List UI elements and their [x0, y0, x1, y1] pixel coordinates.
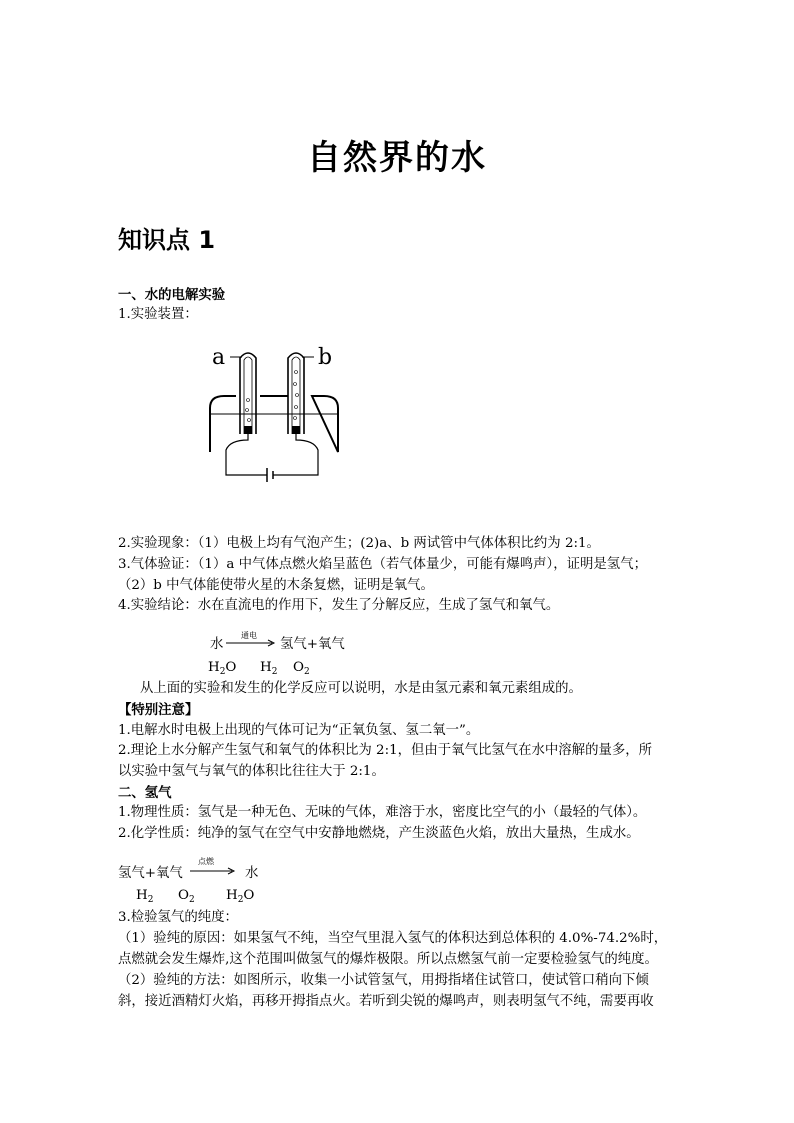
- diagram-label-a: a: [212, 345, 226, 370]
- notes-heading: 【特别注意】: [118, 702, 199, 718]
- purity-test-heading: 3.检验氢气的纯度：: [118, 910, 238, 925]
- note-1: 1.电解水时电极上出现的气体可记为“正氧负氢、氢二氧一”。: [118, 723, 480, 738]
- purity-reason-line-1: （1）验纯的原因：如果氢气不纯，当空气里混入氢气的体积达到总体积的 4.0%-74.2%时，: [118, 931, 668, 946]
- formula-oxygen: $O_2$: [293, 660, 310, 677]
- note-2-line-2: 以实验中氢气与氧气的体积比往往大于 2:1。: [118, 764, 385, 779]
- formula-oxygen: $O_2$: [178, 888, 195, 905]
- composition-summary: 从上面的实验和发生的化学反应可以说明，水是由氢元素和氧元素组成的。: [140, 681, 582, 696]
- section2-heading: 二、氢气: [118, 785, 172, 801]
- diagram-label-b: b: [318, 345, 333, 370]
- gas-verification-1: 3.气体验证：（1）a 中气体点燃火焰呈蓝色（若气体量少，可能有爆鸣声），证明是氢气；: [118, 557, 647, 572]
- page-title: 自然界的水: [307, 138, 487, 178]
- electrolysis-condition: 通电: [241, 631, 257, 640]
- hydrogen-chemical-properties: 2.化学性质：纯净的氢气在空气中安静地燃烧，产生淡蓝色火焰，放出大量热，生成水。: [118, 826, 640, 841]
- formula-water: $H_2O$: [208, 660, 237, 677]
- electrolysis-equation-reactant: 水: [210, 637, 224, 652]
- section1-heading: 一、水的电解实验: [118, 287, 226, 303]
- combustion-condition: 点燃: [198, 857, 214, 866]
- formula-hydrogen: $H_2$: [136, 888, 154, 905]
- purity-method-line-2: 斜，接近酒精灯火焰，再移开拇指点火。若听到尖锐的爆鸣声，则表明氢气不纯，需要再收: [118, 994, 654, 1009]
- experiment-phenomenon: 2.实验现象：（1）电极上均有气泡产生；(2)a、b 两试管中气体体积比约为 2:1。: [118, 536, 600, 551]
- purity-method-line-1: （2）验纯的方法：如图所示，收集一小试管氢气，用拇指堵住试管口，使试管口稍向下倾: [118, 973, 649, 988]
- combustion-equation-reactants: 氢气+氧气: [118, 866, 183, 881]
- purity-reason-line-2: 点燃就会发生爆炸,这个范围叫做氢气的爆炸极限。所以点燃氢气前一定要检验氢气的纯度。: [118, 952, 658, 967]
- gas-verification-2: （2）b 中气体能使带火星的木条复燃，证明是氧气。: [118, 578, 434, 593]
- reaction-arrow-icon: [226, 639, 276, 647]
- hydrogen-physical-properties: 1.物理性质：氢气是一种无色、无味的气体，难溶于水，密度比空气的小（最轻的气体）。: [118, 805, 647, 820]
- apparatus-label: 1.实验装置：: [118, 307, 198, 322]
- electrolysis-apparatus-diagram: [200, 340, 350, 490]
- experiment-conclusion: 4.实验结论：水在直流电的作用下，发生了分解反应，生成了氢气和氧气。: [118, 598, 560, 613]
- formula-water: $H_2O$: [226, 888, 255, 905]
- combustion-equation-product: 水: [245, 866, 259, 881]
- knowledge-point-heading: 知识点 1: [118, 226, 216, 254]
- reaction-arrow-icon: [190, 867, 236, 875]
- note-2-line-1: 2.理论上水分解产生氢气和氧气的体积比为 2:1，但由于氧气比氢气在水中溶解的量多，所: [118, 743, 653, 758]
- formula-hydrogen: $H_2$: [260, 660, 278, 677]
- electrolysis-equation-products: 氢气+氧气: [280, 637, 345, 652]
